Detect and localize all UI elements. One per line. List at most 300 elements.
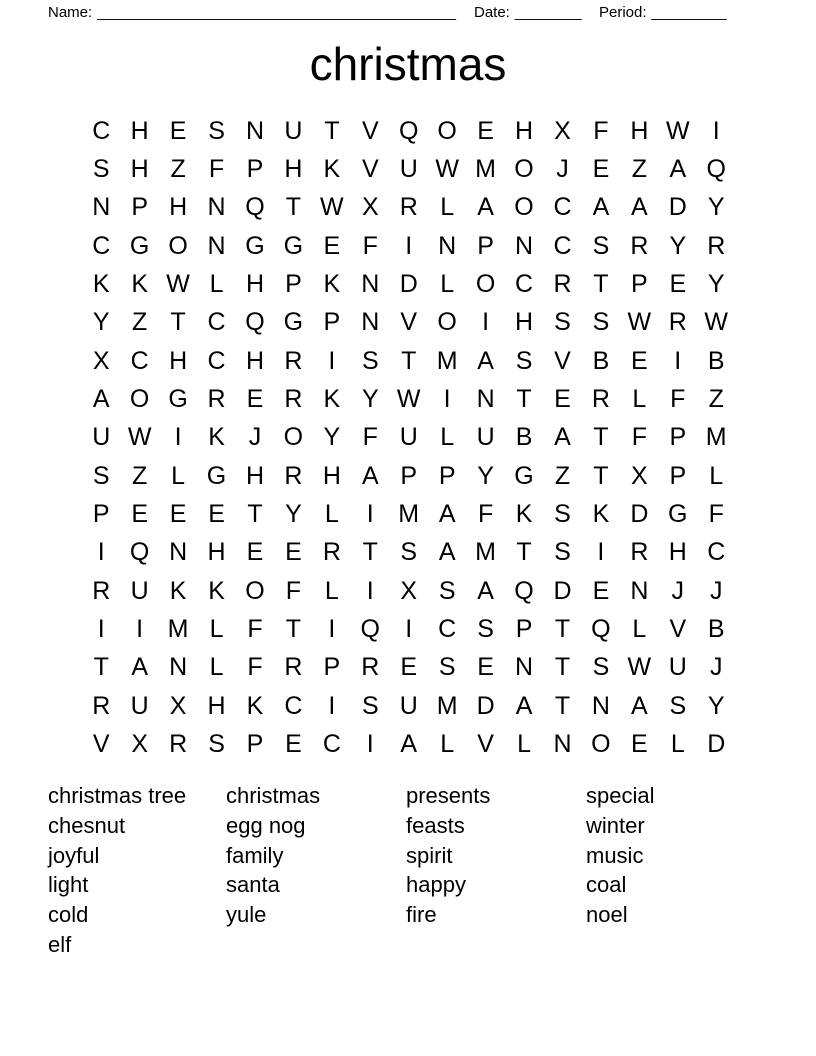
grid-cell-r4c7: E bbox=[323, 231, 341, 260]
grid-cell-r3c8: X bbox=[361, 193, 379, 222]
grid-cell-r13c2: U bbox=[130, 576, 149, 605]
grid-cell-r10c9: P bbox=[400, 461, 418, 490]
grid-cell-r4c13: C bbox=[553, 231, 572, 260]
grid-cell-r11c13: S bbox=[554, 500, 571, 529]
grid-cell-r3c7: W bbox=[320, 193, 344, 222]
period-blank-line: _________ bbox=[651, 4, 727, 21]
grid-cell-r13c5: O bbox=[245, 576, 265, 605]
grid-cell-r7c7: I bbox=[328, 346, 336, 375]
grid-cell-r12c10: A bbox=[438, 538, 456, 567]
grid-cell-r2c12: O bbox=[514, 155, 534, 184]
grid-cell-r14c3: M bbox=[167, 615, 189, 644]
grid-cell-r5c2: K bbox=[131, 270, 148, 299]
grid-cell-r4c12: N bbox=[515, 231, 534, 260]
grid-cell-r9c9: U bbox=[399, 423, 418, 452]
word-list-item: christmas tree bbox=[48, 783, 187, 808]
grid-cell-r13c3: K bbox=[169, 576, 187, 605]
word-list-item: winter bbox=[586, 812, 645, 838]
word-list-item: santa bbox=[226, 872, 280, 898]
name-label: Name: bbox=[48, 4, 93, 21]
grid-cell-r16c17: Y bbox=[707, 691, 725, 720]
grid-cell-r7c3: H bbox=[169, 346, 188, 375]
grid-cell-r5c6: P bbox=[285, 270, 302, 299]
grid-cell-r10c10: P bbox=[438, 461, 456, 490]
grid-cell-r17c3: R bbox=[169, 730, 188, 759]
grid-cell-r5c3: W bbox=[166, 270, 190, 299]
grid-cell-r6c13: S bbox=[554, 308, 571, 337]
grid-cell-r3c14: A bbox=[592, 193, 610, 222]
grid-cell-r16c10: M bbox=[436, 691, 458, 720]
grid-cell-r2c1: S bbox=[92, 155, 110, 184]
grid-cell-r8c7: K bbox=[323, 385, 341, 414]
grid-cell-r5c12: C bbox=[515, 270, 534, 299]
grid-cell-r6c10: O bbox=[437, 308, 457, 337]
grid-cell-r14c5: F bbox=[247, 615, 263, 644]
grid-cell-r15c12: N bbox=[515, 653, 534, 682]
grid-cell-r6c17: W bbox=[704, 308, 729, 337]
grid-cell-r13c11: A bbox=[477, 576, 494, 605]
grid-cell-r13c10: S bbox=[438, 576, 456, 605]
grid-cell-r6c16: R bbox=[668, 308, 687, 337]
grid-cell-r16c15: A bbox=[631, 691, 648, 720]
grid-cell-r10c8: A bbox=[361, 461, 379, 490]
grid-cell-r16c16: S bbox=[669, 691, 687, 720]
grid-cell-r6c2: Z bbox=[132, 308, 148, 337]
header-date-field bbox=[474, 3, 582, 23]
word-search-grid bbox=[82, 112, 735, 764]
grid-cell-r14c15: L bbox=[632, 615, 647, 644]
grid-cell-r15c10: S bbox=[438, 653, 456, 682]
grid-cell-r1c3: E bbox=[169, 116, 187, 145]
grid-cell-r7c1: X bbox=[92, 346, 110, 375]
grid-cell-r7c14: B bbox=[592, 346, 610, 375]
grid-cell-r7c10: M bbox=[436, 346, 458, 375]
grid-cell-r5c13: R bbox=[553, 270, 572, 299]
grid-cell-r10c15: X bbox=[631, 461, 648, 490]
grid-cell-r17c13: N bbox=[553, 730, 572, 759]
word-list-item: joyful bbox=[48, 842, 100, 868]
grid-cell-r13c12: Q bbox=[514, 576, 534, 605]
grid-cell-r2c14: E bbox=[592, 155, 610, 184]
grid-cell-r17c12: L bbox=[517, 730, 531, 759]
grid-cell-r17c9: A bbox=[400, 730, 418, 759]
grid-cell-r15c17: J bbox=[709, 653, 723, 682]
grid-cell-r3c11: A bbox=[477, 193, 494, 222]
grid-cell-r9c15: F bbox=[631, 423, 647, 452]
grid-cell-r16c13: T bbox=[554, 691, 571, 720]
grid-cell-r14c10: C bbox=[438, 615, 457, 644]
grid-cell-r4c3: O bbox=[168, 231, 188, 260]
grid-cell-r15c1: T bbox=[93, 653, 109, 682]
grid-cell-r10c3: L bbox=[171, 461, 186, 490]
grid-cell-r3c2: P bbox=[131, 193, 148, 222]
grid-cell-r17c8: I bbox=[366, 730, 374, 759]
grid-cell-r9c1: U bbox=[92, 423, 111, 452]
grid-cell-r5c15: P bbox=[631, 270, 648, 299]
grid-cell-r3c12: O bbox=[514, 193, 534, 222]
grid-cell-r16c12: A bbox=[515, 691, 533, 720]
grid-cell-r1c9: Q bbox=[398, 116, 419, 145]
grid-cell-r4c9: I bbox=[405, 231, 413, 260]
grid-cell-r10c16: P bbox=[669, 461, 687, 490]
grid-cell-r9c16: P bbox=[669, 423, 687, 452]
grid-cell-r8c13: E bbox=[554, 385, 571, 414]
grid-cell-r9c12: B bbox=[515, 423, 533, 452]
grid-cell-r8c11: N bbox=[476, 385, 495, 414]
grid-cell-r14c12: P bbox=[515, 615, 533, 644]
word-list-item: music bbox=[586, 842, 644, 868]
grid-cell-r5c11: O bbox=[475, 270, 496, 299]
grid-cell-r14c7: I bbox=[328, 615, 336, 644]
word-list-column-2 bbox=[226, 781, 320, 930]
grid-cell-r13c7: L bbox=[324, 576, 339, 605]
grid-cell-r8c10: I bbox=[443, 385, 451, 414]
grid-cell-r11c11: F bbox=[477, 500, 494, 529]
grid-cell-r16c4: H bbox=[207, 691, 226, 720]
grid-cell-r13c9: X bbox=[400, 576, 418, 605]
grid-cell-r6c3: T bbox=[170, 308, 186, 337]
grid-cell-r11c14: K bbox=[592, 500, 610, 529]
grid-cell-r5c1: K bbox=[92, 270, 110, 299]
puzzle-title: christmas bbox=[309, 38, 507, 90]
grid-cell-r12c8: T bbox=[362, 538, 378, 567]
grid-cell-r15c4: L bbox=[209, 653, 224, 682]
grid-cell-r6c12: H bbox=[515, 308, 534, 337]
grid-cell-r14c9: I bbox=[405, 615, 413, 644]
grid-cell-r15c6: R bbox=[284, 653, 303, 682]
word-list-item: special bbox=[586, 783, 655, 808]
grid-cell-r4c11: P bbox=[477, 231, 494, 260]
grid-cell-r16c9: U bbox=[399, 691, 418, 720]
grid-cell-r11c8: I bbox=[366, 500, 374, 529]
grid-cell-r4c14: S bbox=[592, 231, 610, 260]
grid-cell-r10c13: Z bbox=[554, 461, 571, 490]
grid-cell-r6c9: V bbox=[400, 308, 418, 337]
grid-cell-r9c14: T bbox=[593, 423, 609, 452]
grid-cell-r6c8: N bbox=[361, 308, 380, 337]
grid-cell-r4c1: C bbox=[92, 231, 111, 260]
grid-cell-r17c16: L bbox=[670, 730, 685, 759]
grid-cell-r1c1: C bbox=[92, 116, 111, 145]
grid-cell-r1c10: O bbox=[437, 116, 457, 145]
grid-cell-r17c11: V bbox=[477, 730, 494, 759]
grid-cell-r2c8: V bbox=[361, 155, 379, 184]
grid-cell-r15c11: E bbox=[477, 653, 494, 682]
grid-cell-r11c1: P bbox=[92, 500, 110, 529]
grid-cell-r8c17: Z bbox=[708, 385, 724, 414]
word-list-item: happy bbox=[406, 872, 466, 898]
word-list-item: chesnut bbox=[48, 812, 126, 838]
grid-cell-r11c4: E bbox=[208, 500, 225, 529]
grid-cell-r3c17: Y bbox=[707, 193, 725, 222]
grid-cell-r5c5: H bbox=[245, 270, 264, 299]
grid-cell-r7c12: S bbox=[515, 346, 533, 375]
grid-cell-r16c2: U bbox=[130, 691, 149, 720]
grid-cell-r2c10: W bbox=[435, 155, 459, 184]
grid-cell-r11c12: K bbox=[515, 500, 533, 529]
grid-cell-r9c13: A bbox=[554, 423, 571, 452]
grid-cell-r1c17: I bbox=[712, 116, 720, 145]
grid-cell-r17c15: E bbox=[631, 730, 648, 759]
grid-cell-r17c4: S bbox=[208, 730, 225, 759]
grid-cell-r2c4: F bbox=[208, 155, 225, 184]
grid-cell-r14c11: S bbox=[477, 615, 494, 644]
grid-cell-r5c7: K bbox=[323, 270, 341, 299]
grid-cell-r7c5: H bbox=[245, 346, 264, 375]
grid-cell-r15c9: E bbox=[400, 653, 418, 682]
grid-cell-r4c8: F bbox=[362, 231, 378, 260]
grid-cell-r10c2: Z bbox=[132, 461, 148, 490]
grid-cell-r3c4: N bbox=[207, 193, 226, 222]
grid-cell-r13c4: K bbox=[208, 576, 225, 605]
word-list-item: spirit bbox=[406, 842, 453, 868]
grid-cell-r13c14: E bbox=[592, 576, 610, 605]
grid-cell-r8c5: E bbox=[246, 385, 264, 414]
grid-cell-r2c5: P bbox=[246, 155, 264, 184]
grid-cell-r7c4: C bbox=[207, 346, 226, 375]
grid-cell-r6c7: P bbox=[323, 308, 341, 337]
grid-cell-r5c8: N bbox=[361, 270, 380, 299]
grid-cell-r11c16: G bbox=[668, 500, 688, 529]
grid-cell-r17c10: L bbox=[440, 730, 455, 759]
grid-cell-r1c15: H bbox=[630, 116, 649, 145]
grid-cell-r14c14: Q bbox=[591, 615, 611, 644]
grid-cell-r6c1: Y bbox=[92, 308, 110, 337]
grid-cell-r12c3: N bbox=[169, 538, 188, 567]
grid-cell-r15c15: W bbox=[627, 653, 652, 682]
grid-cell-r2c9: U bbox=[399, 155, 418, 184]
grid-cell-r2c13: J bbox=[556, 155, 569, 184]
grid-cell-r2c3: Z bbox=[170, 155, 186, 184]
grid-cell-r12c16: H bbox=[668, 538, 687, 567]
grid-cell-r10c17: L bbox=[709, 461, 724, 490]
grid-cell-r1c16: W bbox=[665, 116, 690, 145]
grid-cell-r12c5: E bbox=[246, 538, 264, 567]
grid-cell-r6c6: G bbox=[283, 308, 304, 337]
grid-cell-r7c13: V bbox=[554, 346, 571, 375]
grid-cell-r4c16: Y bbox=[669, 231, 687, 260]
grid-cell-r16c8: S bbox=[361, 691, 379, 720]
grid-cell-r11c3: E bbox=[169, 500, 187, 529]
grid-cell-r4c4: N bbox=[207, 231, 226, 260]
grid-cell-r9c2: W bbox=[127, 423, 152, 452]
grid-cell-r9c4: K bbox=[208, 423, 225, 452]
grid-cell-r11c2: E bbox=[131, 500, 148, 529]
grid-cell-r9c6: O bbox=[283, 423, 304, 452]
grid-cell-r12c13: S bbox=[554, 538, 571, 567]
grid-cell-r3c10: L bbox=[440, 193, 455, 222]
grid-cell-r9c7: Y bbox=[323, 423, 341, 452]
grid-cell-r2c6: H bbox=[284, 155, 303, 184]
grid-cell-r8c15: L bbox=[632, 385, 647, 414]
grid-cell-r11c9: M bbox=[398, 500, 420, 529]
grid-cell-r3c15: A bbox=[631, 193, 648, 222]
grid-cell-r17c14: O bbox=[591, 730, 611, 759]
grid-cell-r1c6: U bbox=[284, 116, 303, 145]
grid-cell-r10c6: R bbox=[284, 461, 303, 490]
grid-cell-r17c7: C bbox=[322, 730, 341, 759]
grid-cell-r12c12: T bbox=[516, 538, 532, 567]
grid-cell-r7c17: B bbox=[707, 346, 725, 375]
grid-cell-r2c7: K bbox=[323, 155, 341, 184]
period-label: Period: bbox=[599, 4, 647, 21]
grid-cell-r6c11: I bbox=[482, 308, 490, 337]
grid-cell-r14c4: L bbox=[209, 615, 224, 644]
word-list-item: feasts bbox=[406, 812, 465, 838]
grid-cell-r12c15: R bbox=[630, 538, 649, 567]
grid-cell-r12c14: I bbox=[597, 538, 605, 567]
grid-cell-r12c17: C bbox=[707, 538, 726, 567]
grid-cell-r9c11: U bbox=[476, 423, 495, 452]
grid-cell-r1c5: N bbox=[245, 116, 264, 145]
grid-cell-r8c12: T bbox=[516, 385, 532, 414]
grid-cell-r11c15: D bbox=[630, 500, 649, 529]
grid-cell-r3c5: Q bbox=[245, 193, 265, 222]
grid-cell-r7c16: I bbox=[674, 346, 682, 375]
grid-cell-r4c5: G bbox=[245, 231, 265, 260]
grid-cell-r17c5: P bbox=[246, 730, 264, 759]
grid-cell-r7c6: R bbox=[284, 346, 303, 375]
grid-cell-r14c2: I bbox=[136, 615, 144, 644]
grid-cell-r3c6: T bbox=[285, 193, 302, 222]
grid-cell-r13c6: F bbox=[285, 576, 302, 605]
word-list-item: family bbox=[226, 842, 284, 868]
grid-cell-r16c14: N bbox=[591, 691, 610, 720]
grid-cell-r4c2: G bbox=[129, 231, 150, 260]
grid-cell-r6c15: W bbox=[627, 308, 652, 337]
word-list-item: egg nog bbox=[226, 812, 306, 838]
grid-cell-r12c7: R bbox=[322, 538, 341, 567]
grid-cell-r6c4: C bbox=[207, 308, 226, 337]
grid-cell-r12c2: Q bbox=[129, 538, 150, 567]
grid-cell-r15c5: F bbox=[247, 653, 263, 682]
grid-cell-r1c7: T bbox=[324, 116, 340, 145]
grid-cell-r12c6: E bbox=[285, 538, 302, 567]
grid-cell-r3c13: C bbox=[553, 193, 572, 222]
grid-cell-r10c4: G bbox=[206, 461, 227, 490]
grid-cell-r13c13: D bbox=[553, 576, 572, 605]
grid-cell-r7c8: S bbox=[361, 346, 379, 375]
word-list-item: cold bbox=[48, 902, 89, 928]
grid-cell-r11c6: Y bbox=[285, 500, 302, 529]
grid-cell-r1c14: F bbox=[593, 116, 609, 145]
grid-cell-r13c8: I bbox=[366, 576, 374, 605]
grid-cell-r15c14: S bbox=[592, 653, 610, 682]
grid-cell-r15c7: P bbox=[323, 653, 341, 682]
grid-cell-r10c1: S bbox=[92, 461, 110, 490]
date-blank-line: ________ bbox=[514, 4, 582, 21]
grid-cell-r5c4: L bbox=[209, 270, 224, 299]
grid-cell-r17c1: V bbox=[92, 730, 110, 759]
grid-cell-r8c3: G bbox=[168, 385, 188, 414]
grid-cell-r16c1: R bbox=[92, 691, 111, 720]
grid-cell-r11c5: T bbox=[247, 500, 263, 529]
grid-cell-r8c4: R bbox=[207, 385, 226, 414]
word-list-item: fire bbox=[406, 902, 437, 928]
name-blank-line: ___________________________________________ bbox=[97, 4, 456, 21]
grid-cell-r5c9: D bbox=[399, 270, 418, 299]
grid-cell-r10c5: H bbox=[245, 461, 264, 490]
word-list-column-1 bbox=[48, 781, 186, 960]
grid-cell-r15c3: N bbox=[169, 653, 188, 682]
grid-cell-r7c15: E bbox=[631, 346, 648, 375]
grid-cell-r16c3: X bbox=[169, 691, 187, 720]
grid-cell-r14c17: B bbox=[707, 615, 725, 644]
grid-cell-r15c16: U bbox=[668, 653, 687, 682]
grid-cell-r12c4: H bbox=[207, 538, 226, 567]
grid-cell-r8c9: W bbox=[396, 385, 421, 414]
grid-cell-r8c8: Y bbox=[361, 385, 379, 414]
grid-cell-r13c16: J bbox=[671, 576, 685, 605]
grid-cell-r2c16: A bbox=[669, 155, 687, 184]
grid-cell-r10c12: G bbox=[514, 461, 534, 490]
grid-cell-r14c8: Q bbox=[360, 615, 380, 644]
grid-cell-r16c6: C bbox=[284, 691, 303, 720]
grid-cell-r17c6: E bbox=[285, 730, 302, 759]
grid-cell-r14c13: T bbox=[554, 615, 571, 644]
grid-cell-r5c10: L bbox=[440, 270, 455, 299]
grid-cell-r1c8: V bbox=[361, 116, 379, 145]
grid-cell-r8c14: R bbox=[591, 385, 610, 414]
word-list-item: christmas bbox=[226, 783, 321, 808]
grid-cell-r1c13: X bbox=[554, 116, 571, 145]
grid-cell-r3c1: N bbox=[92, 193, 111, 222]
grid-cell-r2c17: Q bbox=[706, 155, 726, 184]
grid-cell-r11c17: F bbox=[708, 500, 724, 529]
word-list-item: yule bbox=[226, 902, 267, 928]
grid-cell-r17c2: X bbox=[131, 730, 148, 759]
grid-cell-r9c3: I bbox=[174, 423, 182, 452]
grid-cell-r3c3: H bbox=[169, 193, 188, 222]
grid-cell-r1c12: H bbox=[515, 116, 534, 145]
grid-cell-r2c15: Z bbox=[631, 155, 647, 184]
grid-cell-r7c2: C bbox=[130, 346, 149, 375]
grid-cell-r1c4: S bbox=[208, 116, 225, 145]
grid-cell-r13c17: J bbox=[709, 576, 723, 605]
grid-cell-r11c7: L bbox=[324, 500, 339, 529]
grid-cell-r15c8: R bbox=[361, 653, 380, 682]
grid-cell-r5c17: Y bbox=[707, 270, 725, 299]
grid-cell-r14c6: T bbox=[285, 615, 302, 644]
grid-cell-r10c14: T bbox=[593, 461, 609, 490]
word-list-item: presents bbox=[406, 783, 491, 808]
grid-cell-r2c2: H bbox=[130, 155, 149, 184]
grid-cell-r4c6: G bbox=[283, 231, 304, 260]
grid-cell-r13c15: N bbox=[630, 576, 649, 605]
grid-cell-r8c1: A bbox=[92, 385, 110, 414]
grid-cell-r6c5: Q bbox=[245, 308, 265, 337]
grid-cell-r8c6: R bbox=[284, 385, 303, 414]
grid-cell-r10c11: Y bbox=[477, 461, 494, 490]
grid-cell-r5c16: E bbox=[669, 270, 687, 299]
word-list-item: light bbox=[48, 872, 89, 898]
grid-cell-r2c11: M bbox=[475, 155, 496, 184]
grid-cell-r9c5: J bbox=[248, 423, 262, 452]
grid-cell-r13c1: R bbox=[92, 576, 111, 605]
grid-cell-r12c9: S bbox=[400, 538, 418, 567]
word-list-column-3 bbox=[406, 781, 490, 930]
header-period-field bbox=[599, 3, 727, 23]
grid-cell-r11c10: A bbox=[438, 500, 456, 529]
grid-cell-r12c11: M bbox=[475, 538, 496, 567]
grid-cell-r1c2: H bbox=[130, 116, 149, 145]
header-name-field bbox=[48, 3, 456, 23]
word-list-item: elf bbox=[48, 931, 72, 957]
grid-cell-r14c1: I bbox=[97, 615, 105, 644]
grid-cell-r9c17: M bbox=[705, 423, 727, 452]
grid-cell-r8c16: F bbox=[670, 385, 686, 414]
grid-cell-r15c2: A bbox=[131, 653, 148, 682]
